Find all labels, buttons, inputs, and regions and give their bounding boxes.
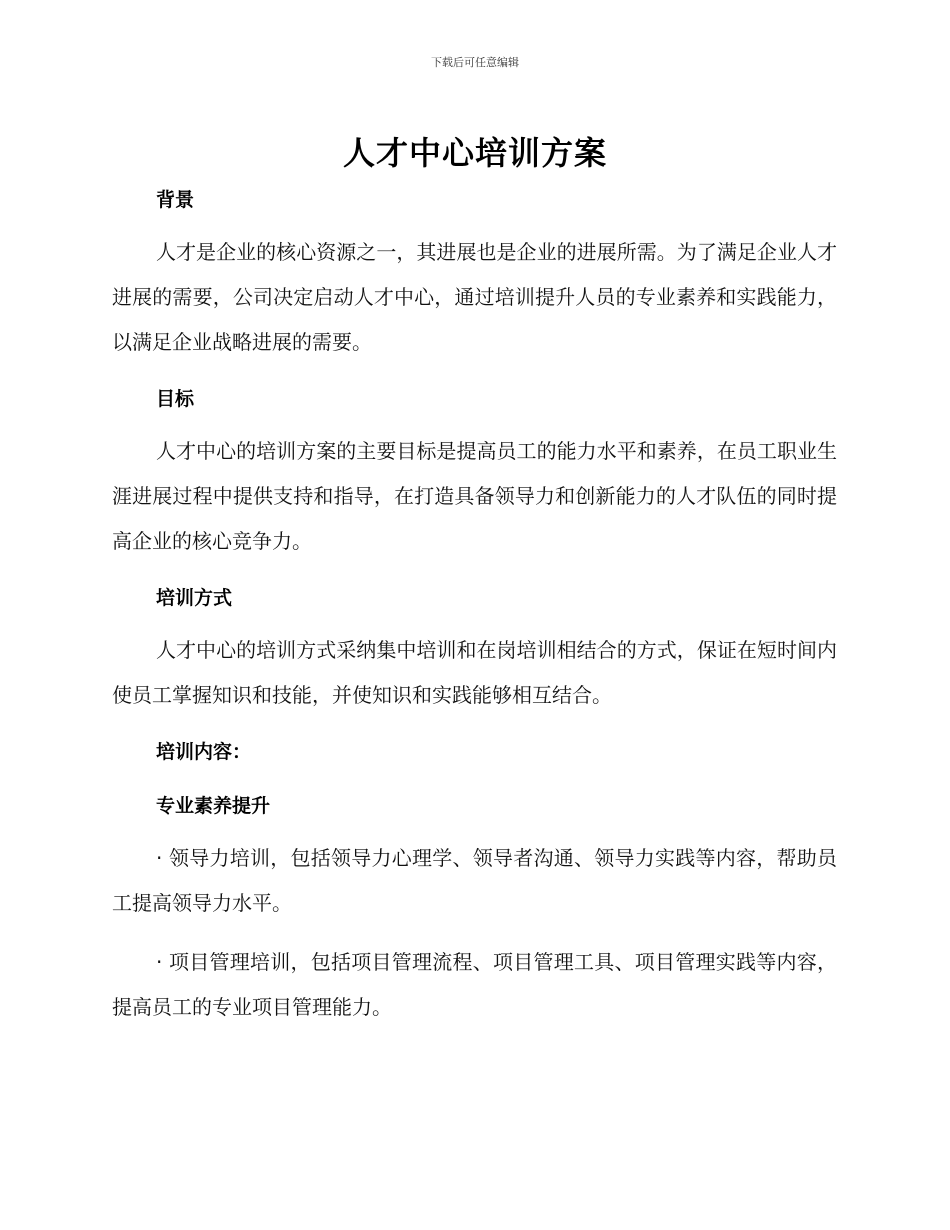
section-subheading-professional: 专业素养提升 (156, 795, 271, 817)
list-item: · 项目管理培训，包括项目管理流程、项目管理工具、项目管理实践等内容，提高员工的专业项目管理能力。 (112, 950, 837, 1019)
section-body-method: 人才中心的培训方式采纳集中培训和在岗培训相结合的方式，保证在短时间内使员工掌握知识和技能，并使知识和实践能够相互结合。 (112, 638, 837, 707)
section-body-background: 人才是企业的核心资源之一，其进展也是企业的进展所需。为了满足企业人才进展的需要，公司决定启动人才中心，通过培训提升人员的专业素养和实践能力，以满足企业战略进展的需要。 (112, 240, 837, 354)
section-heading-content: 培训内容： (156, 741, 252, 763)
section-heading-method: 培训方式 (156, 587, 233, 609)
header-note: 下载后可任意编辑 (431, 56, 519, 69)
document-body (112, 180, 837, 1030)
document-title: 人才中心培训方案 (342, 134, 607, 172)
list-item: · 领导力培训，包括领导力心理学、领导者沟通、领导力实践等内容，帮助员工提高领导力水平。 (112, 846, 837, 915)
section-heading-background: 背景 (156, 189, 195, 211)
section-body-goal: 人才中心的培训方案的主要目标是提高员工的能力水平和素养，在员工职业生涯进展过程中提供支持和指导，在打造具备领导力和创新能力的人才队伍的同时提高企业的核心竞争力。 (112, 439, 837, 553)
section-heading-goal: 目标 (156, 388, 195, 410)
